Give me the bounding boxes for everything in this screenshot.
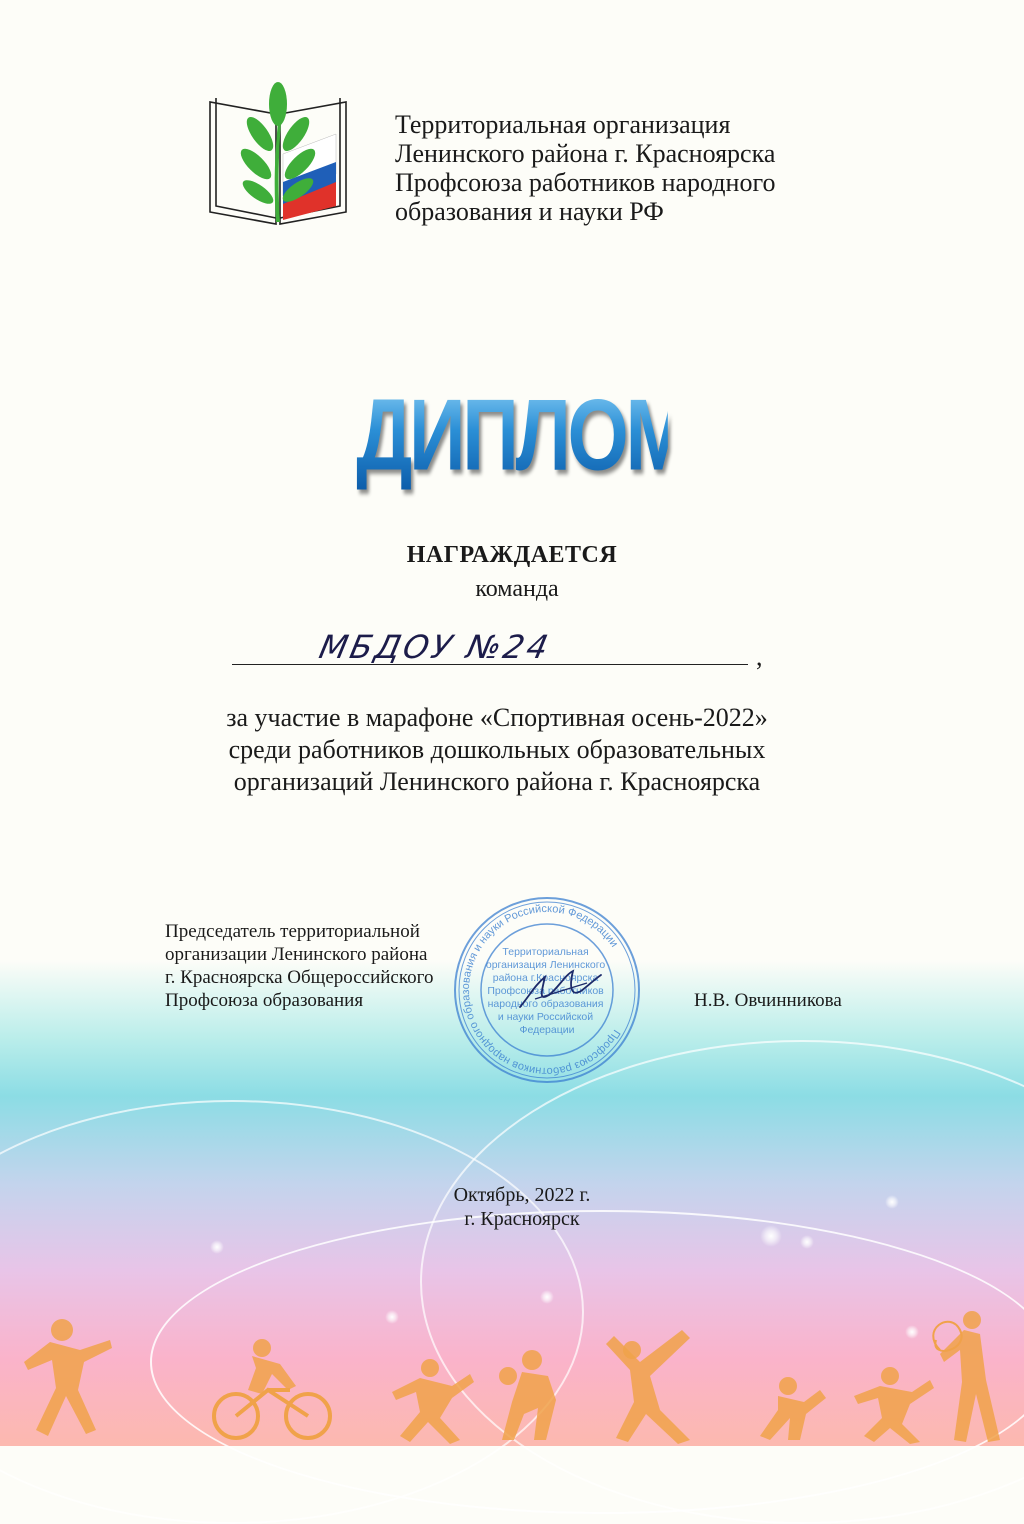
profunion-logo-icon [208, 82, 348, 232]
issue-city: г. Красноярск [464, 1208, 580, 1230]
awarded-label: НАГРАЖДАЕТСЯ [406, 542, 618, 568]
stamp-line: народного образования [487, 998, 604, 1010]
position-line: г. Красноярска Общероссийского [165, 967, 434, 988]
reason-line: за участие в марафоне «Спортивная осень-2022» [226, 703, 768, 732]
stamp-line: Территориальная [502, 946, 589, 958]
line-comma: , [756, 642, 763, 671]
stamp-line: района г.Красноярска [492, 972, 599, 984]
signatory-position [165, 920, 465, 1012]
sparkle [800, 1235, 814, 1249]
reason-line: среди работников дошкольных образовательных [228, 735, 766, 764]
team-word: команда [475, 576, 559, 602]
signature-icon [515, 965, 605, 1015]
organization-header [395, 110, 835, 226]
position-line: Профсоюза образования [165, 990, 364, 1011]
stamp-line: Федерации [519, 1024, 575, 1036]
issue-date-place [0, 1183, 1024, 1231]
stamp-line: организация Ленинского [485, 959, 606, 971]
position-line: Председатель территориальной [165, 921, 420, 942]
reason-line: организаций Ленинского района г. Красноярска [233, 767, 761, 796]
signatory-name: Н.В. Овчинникова [694, 990, 842, 1011]
org-line: Ленинского района г. Красноярска [395, 139, 776, 168]
fill-in-line [232, 664, 748, 665]
stamp-line: и науки Российской [497, 1011, 594, 1023]
stamp-outer-text: Профсоюз работников народного образования и науки Российской Федерации [459, 902, 623, 1078]
sparkle [210, 1240, 224, 1254]
sport-silhouettes-icon [0, 1290, 1024, 1446]
org-line: Профсоюза работников народного [395, 168, 776, 197]
stamp-line: Профсоюза работников [487, 985, 604, 997]
org-line: Территориальная организация [395, 110, 731, 139]
position-line: организации Ленинского района [165, 944, 428, 965]
award-reason [0, 702, 994, 798]
diploma-title: ДИПЛОМ [356, 378, 668, 494]
issue-date: Октябрь, 2022 г. [453, 1184, 591, 1206]
handwritten-team-name: МБДОУ №24 [315, 628, 555, 666]
org-line: образования и науки РФ [395, 197, 664, 226]
